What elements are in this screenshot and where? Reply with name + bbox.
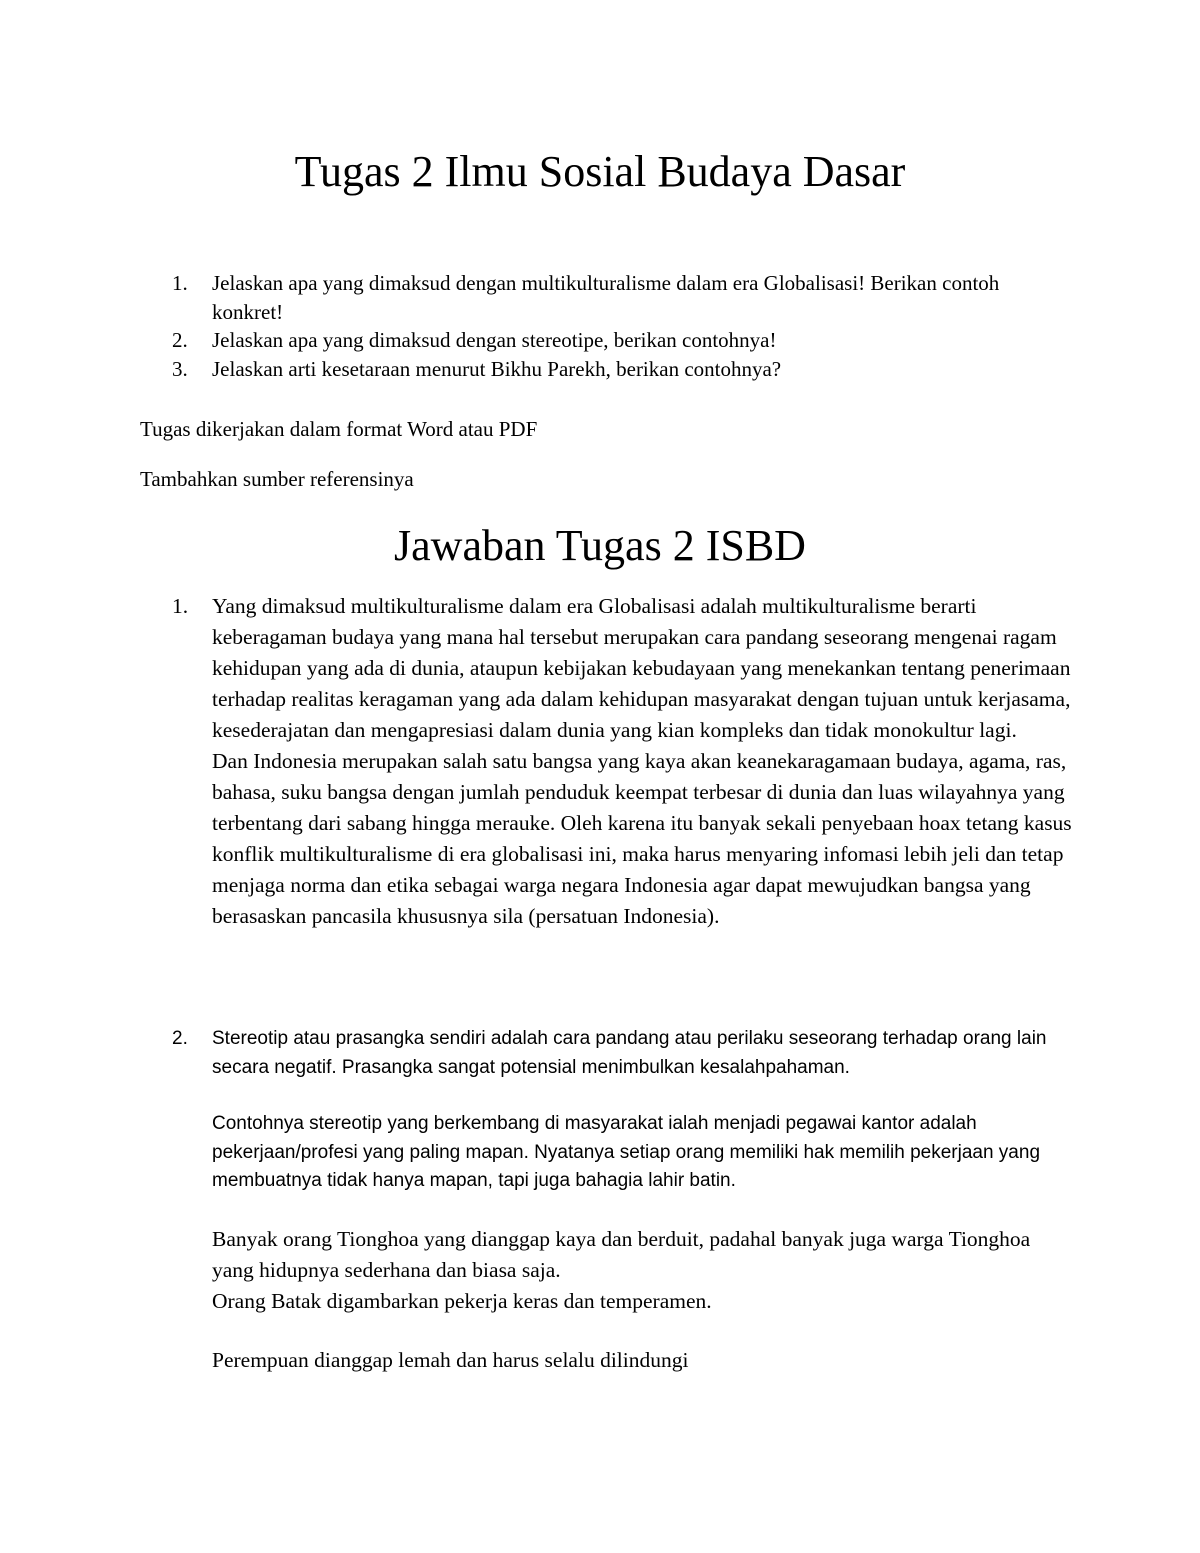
document-title: Tugas 2 Ilmu Sosial Budaya Dasar bbox=[294, 147, 906, 196]
reference-note: Tambahkan sumber referensinya bbox=[140, 467, 414, 491]
question-item bbox=[0, 269, 1072, 326]
question-item bbox=[0, 355, 1072, 384]
answer-item bbox=[0, 591, 1072, 932]
paragraph-gap bbox=[212, 1196, 1072, 1224]
answer-paragraph: Yang dimaksud multikulturalisme dalam era Globalisasi adalah multikulturalisme berarti keberagaman budaya yang mana hal tersebut merupakan cara pandang seseorang mengenai ragam kehidupan yang ada di dunia, ataupun kebijakan kebudayaan yang menekankan tentang penerimaan terhadap realitas keragaman yang ada dalam kehidupan masyarakat dengan tujuan untuk kerjasama, kesederajatan dan mengapresiasi dalam dunia yang kian kompleks dan tidak monokultur lagi. bbox=[212, 594, 1071, 742]
format-note: Tugas dikerjakan dalam format Word atau PDF bbox=[140, 417, 538, 441]
question-number: 2. bbox=[172, 328, 188, 352]
question-number: 3. bbox=[172, 356, 188, 381]
answer-title: Jawaban Tugas 2 ISBD bbox=[394, 521, 806, 570]
answer-paragraph: Perempuan dianggap lemah dan harus selalu dilindungi bbox=[212, 1347, 689, 1372]
answer-paragraph: Contohnya stereotip yang berkembang di masyarakat ialah menjadi pegawai kantor adalah pekerjaan/profesi yang paling mapan. Nyatanya setiap orang memiliki hak memilih pekerjaan yang membuatnya tidak hanya mapan, tapi juga bahagia lahir batin. bbox=[212, 1113, 1041, 1191]
question-text: Jelaskan apa yang dimaksud dengan multikulturalisme dalam era Globalisasi! Berikan contoh konkret! bbox=[212, 271, 1000, 324]
answer-paragraph: Dan Indonesia merupakan salah satu bangsa yang kaya akan keanekaragamaan budaya, agama, ras, bahasa, suku bangsa dengan jumlah penduduk keempat terbesar di dunia dan luas wilayahnya yang terbentang dari sabang hingga merauke. Oleh karena itu banyak sekali penyebaan hoax tetang kasus konflik multikulturalisme di era globalisasi ini, maka harus menyaring infomasi lebih jeli dan tetap menjaga norma dan etika sebagai warga negara Indonesia agar dapat mewujudkan bangsa yang berasaskan pancasila khususnya sila (persatuan Indonesia). bbox=[212, 749, 1072, 928]
answer-paragraph: Stereotip atau prasangka sendiri adalah cara pandang atau perilaku seseorang terhadap orang lain secara negatif. Prasangka sangat potensial menimbulkan kesalahpahaman. bbox=[212, 1028, 1047, 1078]
paragraph-gap bbox=[212, 1082, 1072, 1110]
answer-paragraph: Banyak orang Tionghoa yang dianggap kaya dan berduit, padahal banyak juga warga Tionghoa yang hidupnya sederhana dan biasa saja. bbox=[212, 1226, 1031, 1282]
question-text: Jelaskan arti kesetaraan menurut Bikhu Parekh, berikan contohnya? bbox=[212, 356, 782, 381]
question-item bbox=[0, 326, 1072, 355]
question-number: 1. bbox=[172, 271, 188, 295]
paragraph-gap bbox=[212, 1317, 1072, 1345]
answer-1 bbox=[0, 591, 1072, 932]
answer-paragraph: Orang Batak digambarkan pekerja keras dan temperamen. bbox=[212, 1288, 712, 1313]
question-list bbox=[0, 269, 1072, 383]
answer-2 bbox=[0, 1025, 1072, 1376]
answer-number: 1. bbox=[172, 594, 189, 618]
answer-number: 2. bbox=[172, 1028, 188, 1049]
question-text: Jelaskan apa yang dimaksud dengan stereotipe, berikan contohnya! bbox=[212, 328, 777, 352]
answer-item bbox=[0, 1025, 1072, 1376]
